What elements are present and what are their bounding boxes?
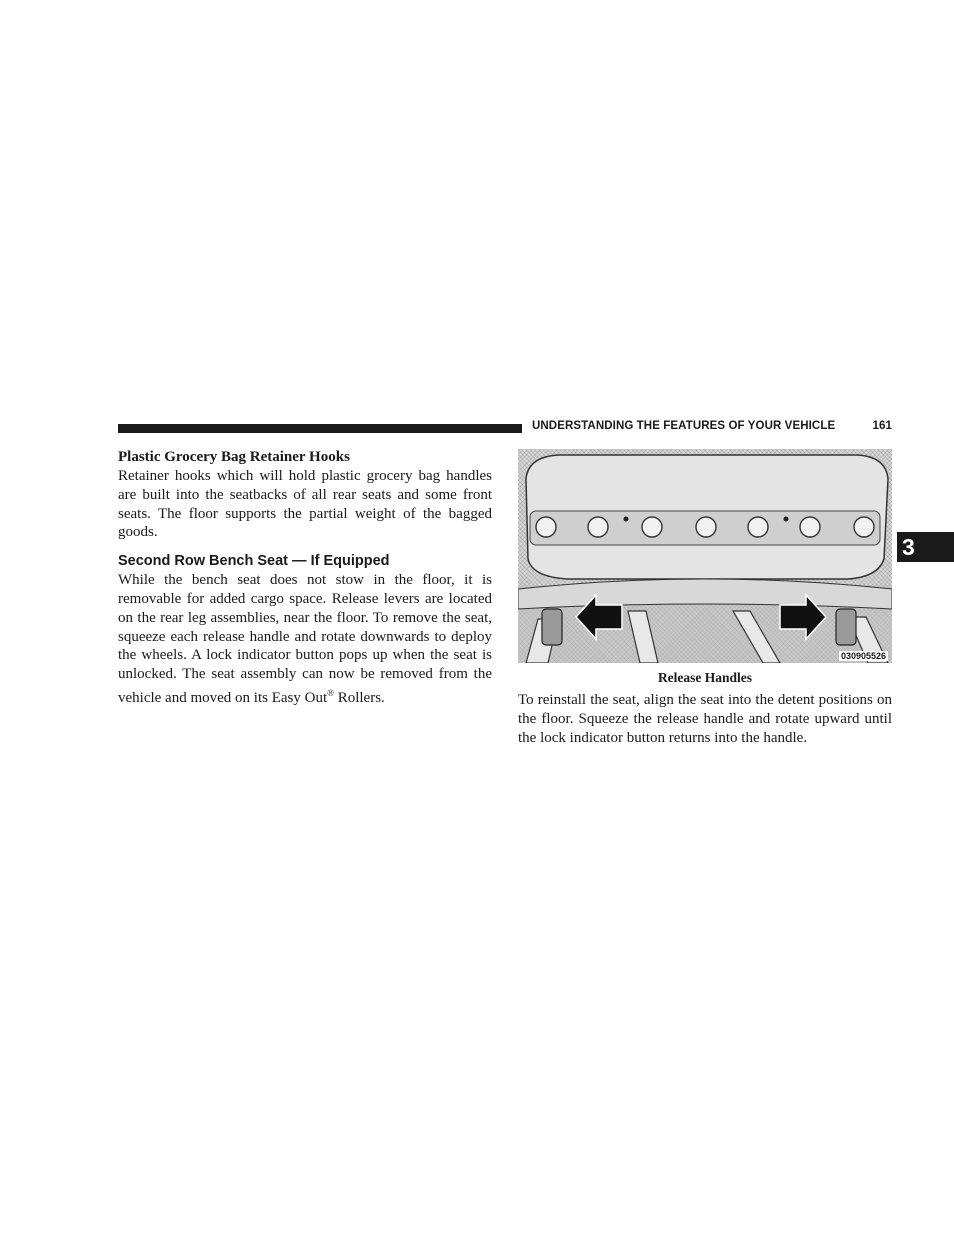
screw-icon xyxy=(624,517,629,522)
heading-grocery-hooks: Plastic Grocery Bag Retainer Hooks xyxy=(118,449,350,465)
right-column xyxy=(518,449,892,747)
chapter-tab: 3 xyxy=(897,532,954,562)
right-release-handle xyxy=(836,609,856,645)
paragraph-reinstall: To reinstall the seat, align the seat into the detent positions on the floor. Squeeze the release handle and rotate upward until the lock indicator button returns into the handle. xyxy=(518,692,892,746)
section-title: UNDERSTANDING THE FEATURES OF YOUR VEHICLE xyxy=(532,420,836,432)
seat-base xyxy=(518,579,892,609)
figure-caption: Release Handles xyxy=(657,670,753,685)
release-handles-figure xyxy=(518,449,892,663)
screw-icon xyxy=(784,517,789,522)
seat-illustration xyxy=(518,449,892,663)
running-header xyxy=(532,420,892,432)
left-release-handle xyxy=(542,609,562,645)
page-number: 161 xyxy=(872,420,892,432)
header-rule xyxy=(118,424,522,433)
paragraph-bench-seat-end: Rollers. xyxy=(333,689,385,706)
heading-bench-seat: Second Row Bench Seat — If Equipped xyxy=(118,553,390,570)
paragraph-bench-seat xyxy=(118,571,492,708)
figure-code: 030905526 xyxy=(840,651,886,661)
paragraph-grocery-hooks: Retainer hooks which will hold plastic grocery bag handles are built into the seatbacks of all rear seats and some front seats. The floor supports the partial weight of the bagged goods. xyxy=(118,468,492,541)
registered-mark: ® xyxy=(327,687,334,698)
left-column xyxy=(118,448,492,708)
paragraph-bench-seat-text: While the bench seat does not stow in the floor, it is removable for added cargo space. Release levers are located on the rear leg assemblies, near the floor. To remove the seat, squeeze each release handle and rotate downwards to deploy the wheels. A lock indicator button pops up when the seat is unlocked. The seat assembly can now be removed from the vehicle and moved on its Easy Out xyxy=(118,572,492,706)
